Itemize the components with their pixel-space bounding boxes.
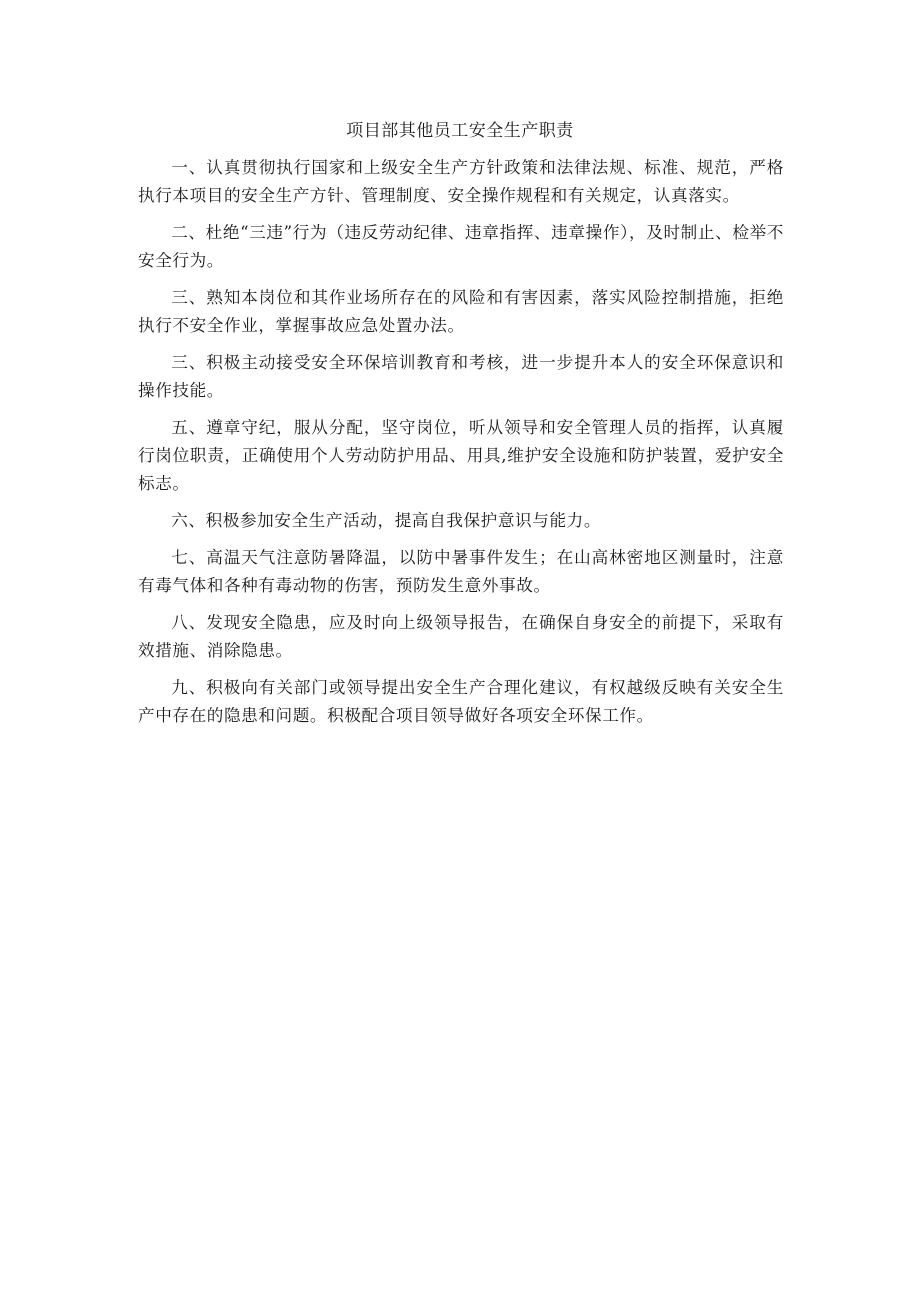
paragraph-7: 七、高温天气注意防暑降温，以防中暑事件发生；在山高林密地区测量时，注意有毒气体和各种有毒动物的伤害，预防发生意外事故。 — [138, 548, 784, 595]
document-title: 项目部其他员工安全生产职责 — [346, 121, 574, 141]
paragraph-6: 六、积极参加安全生产活动，提高自我保护意识与能力。 — [171, 511, 602, 530]
paragraph-3: 三、熟知本岗位和其作业场所存在的风险和有害因素，落实风险控制措施，拒绝执行不安全作业，掌握事故应急处置办法。 — [138, 288, 784, 335]
paragraph-4: 三、积极主动接受安全环保培训教育和考核，进一步提升本人的安全环保意识和操作技能。 — [138, 353, 784, 400]
paragraph-2: 二、杜绝“三违”行为（违反劳动纪律、违章指挥、违章操作），及时制止、检举不安全行为。 — [138, 223, 784, 270]
paragraph-5: 五、遵章守纪，服从分配，坚守岗位，听从领导和安全管理人员的指挥，认真履行岗位职责，正确使用个人劳动防护用品、用具,维护安全设施和防护装置，爱护安全标志。 — [138, 418, 784, 493]
paragraph-1: 一、认真贯彻执行国家和上级安全生产方针政策和法律法规、标准、规范，严格执行本项目的安全生产方针、管理制度、安全操作规程和有关规定，认真落实。 — [138, 158, 784, 205]
paragraph-9: 九、积极向有关部门或领导提出安全生产合理化建议，有权越级反映有关安全生产中存在的隐患和问题。积极配合项目领导做好各项安全环保工作。 — [138, 678, 784, 725]
paragraph-8: 八、发现安全隐患，应及时向上级领导报告，在确保自身安全的前提下，采取有效措施、消除隐患。 — [138, 613, 784, 660]
document-body — [138, 154, 784, 739]
